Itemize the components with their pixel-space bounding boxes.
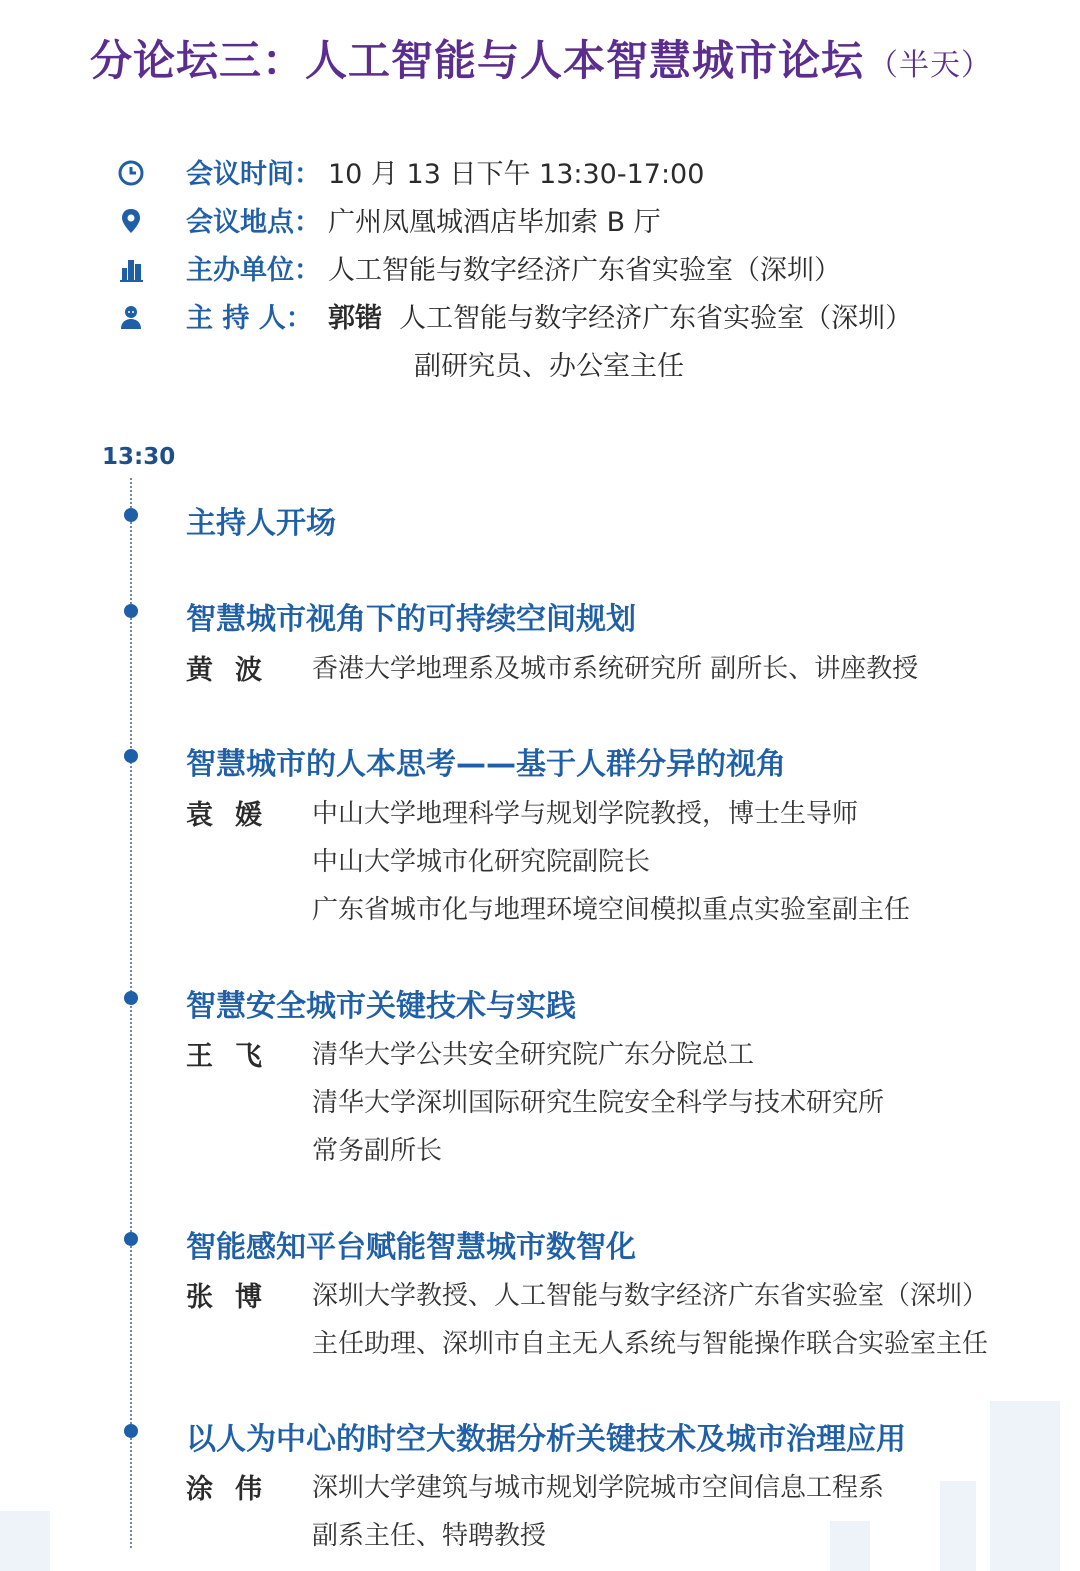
forum-title-duration: （半天） bbox=[868, 48, 993, 83]
chair-affiliation: 人工智能与数字经济广东省实验室（深圳） bbox=[399, 303, 913, 334]
info-chair bbox=[116, 296, 1056, 336]
building-icon bbox=[116, 254, 146, 284]
speaker-affiliation: 清华大学公共安全研究院广东分院总工 bbox=[312, 1040, 755, 1070]
info-chair-value bbox=[328, 296, 912, 335]
timeline-dot bbox=[124, 749, 138, 763]
schedule-start-time: 13:30 bbox=[102, 444, 176, 470]
speaker-affiliation: 香港大学地理系及城市系统研究所 副所长、讲座教授 bbox=[312, 654, 919, 684]
forum-title-main: 分论坛三：人工智能与人本智慧城市论坛 bbox=[90, 36, 865, 85]
speaker-name: 王飞 bbox=[186, 1041, 284, 1072]
speaker-affiliation: 中山大学地理科学与规划学院教授，博士生导师 bbox=[312, 799, 859, 829]
forum-title bbox=[90, 28, 1050, 88]
timeline-dot bbox=[124, 1232, 138, 1246]
location-pin-icon bbox=[116, 206, 146, 236]
session-title: 主持人开场 bbox=[186, 506, 336, 541]
timeline-line bbox=[130, 478, 132, 1548]
session-title: 智慧安全城市关键技术与实践 bbox=[186, 989, 576, 1024]
speaker-affiliation: 深圳大学建筑与城市规划学院城市空间信息工程系 bbox=[312, 1473, 885, 1503]
timeline-dot bbox=[124, 991, 138, 1005]
chair-position: 副研究员、办公室主任 bbox=[414, 351, 684, 382]
timeline-dot bbox=[124, 604, 138, 618]
session-title: 以人为中心的时空大数据分析关键技术及城市治理应用 bbox=[186, 1422, 906, 1457]
info-host-org-label: 主办单位： bbox=[186, 255, 321, 286]
speaker-name: 袁媛 bbox=[186, 800, 284, 831]
info-time-label: 会议时间： bbox=[186, 159, 321, 190]
info-place-value: 广州凤凰城酒店毕加索 B 厅 bbox=[328, 207, 661, 238]
speaker-affiliation: 副系主任、特聘教授 bbox=[312, 1521, 547, 1551]
speaker-affiliation: 常务副所长 bbox=[312, 1136, 443, 1166]
session-title: 智慧城市视角下的可持续空间规划 bbox=[186, 602, 636, 637]
info-chair-label: 主 持 人： bbox=[186, 303, 313, 334]
person-icon bbox=[116, 302, 146, 332]
info-host-org bbox=[116, 248, 1056, 288]
session-title: 智能感知平台赋能智慧城市数智化 bbox=[186, 1230, 636, 1265]
timeline-dot bbox=[124, 1424, 138, 1438]
speaker-affiliation: 深圳大学教授、人工智能与数字经济广东省实验室（深圳） bbox=[312, 1281, 989, 1311]
speaker-affiliation: 广东省城市化与地理环境空间模拟重点实验室副主任 bbox=[312, 895, 911, 925]
info-place-label: 会议地点： bbox=[186, 207, 321, 238]
speaker-affiliation: 清华大学深圳国际研究生院安全科学与技术研究所 bbox=[312, 1088, 885, 1118]
speaker-affiliation: 中山大学城市化研究院副院长 bbox=[312, 847, 651, 877]
speaker-name: 涂伟 bbox=[186, 1474, 284, 1505]
chair-name: 郭锴 bbox=[328, 303, 382, 334]
speaker-affiliation: 主任助理、深圳市自主无人系统与智能操作联合实验室主任 bbox=[312, 1329, 989, 1359]
clock-icon bbox=[116, 158, 146, 188]
speaker-name: 张博 bbox=[186, 1282, 284, 1313]
speaker-name: 黄波 bbox=[186, 655, 284, 686]
timeline-dot bbox=[124, 508, 138, 522]
info-time-value: 10 月 13 日下午 13:30-17:00 bbox=[328, 159, 705, 190]
info-time bbox=[116, 152, 1056, 192]
session-title: 智慧城市的人本思考——基于人群分异的视角 bbox=[186, 747, 786, 782]
info-host-org-value: 人工智能与数字经济广东省实验室（深圳） bbox=[328, 255, 841, 286]
info-place bbox=[116, 200, 1056, 240]
